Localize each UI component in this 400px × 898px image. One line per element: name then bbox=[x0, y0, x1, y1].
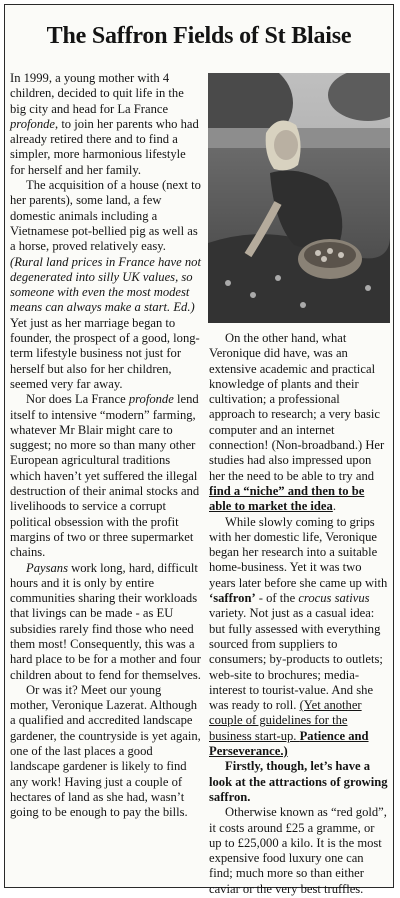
article-page bbox=[4, 4, 394, 896]
paragraph-paysans bbox=[10, 561, 201, 683]
text-run: Otherwise known as “red gold”, it costs around £25 a gramme, or up to £25,000 a kilo. It is the most expensive food luxury one can find; much more so than either caviar or the very best truffles. bbox=[209, 805, 387, 896]
text-run-italic: crocus sativus bbox=[298, 591, 370, 606]
paragraph-intro bbox=[10, 71, 201, 178]
paragraph-veronique bbox=[10, 683, 201, 821]
text-run: On the other hand, what Veronique did have, was an extensive academic and practical knowledge of plants and their cultivation; a professional approach to research; a very basic computer and an internet connection! (Non-broadband.) Her studies had also impressed upon her the need to be able to try and bbox=[209, 331, 385, 483]
text-run: While slowly coming to grips with her domestic life, Veronique began her research into a suitable home-business. Yet it was two years later before she came up with bbox=[209, 514, 388, 590]
text-run: , to join her parents who had already retired there and to find a simpler, more harmonious lifestyle for herself and her family. bbox=[10, 116, 199, 177]
text-run: Yet just as her marriage began to founder, the prospect of a good, long-term lifestyle business not just for herself but also for her children, seemed very far away. bbox=[10, 315, 200, 391]
text-run: The acquisition of a house (next to her parents), some land, a few domestic animals including a Vietnamese pot-bellied pig as well as a horse, proved relatively easy. bbox=[10, 178, 201, 254]
guideline-note-bold: Patience and Perseverance.) bbox=[209, 728, 369, 759]
text-run-italic: profonde bbox=[128, 392, 174, 407]
photo-woman-picking-saffron bbox=[208, 73, 390, 323]
highlight-niche: find a “niche” and then to be able to market the idea bbox=[209, 483, 365, 514]
text-run-italic: profonde bbox=[10, 116, 56, 131]
text-run: . bbox=[332, 499, 336, 514]
guideline-note: (Yet another couple of guidelines for the business start-up. bbox=[209, 698, 362, 743]
text-run: lend itself to intensive “modern” farming, whatever Mr Blair might care to suggest; no more so than many other European agricultural traditions which haven’t yet suffered the illegal destruction of their animal stocks and livelihoods to service a corrupt political obsession with the profit margins of two or three supermarket chains. bbox=[10, 392, 200, 560]
paragraph-research bbox=[209, 515, 389, 760]
subheading-attractions: Firstly, though, let’s have a look at the attractions of growing saffron. bbox=[209, 759, 388, 804]
paragraph-knowledge bbox=[209, 331, 389, 515]
text-run: variety. Not just as a casual idea: but fully assessed with everything sourced from suppliers to consumers; by-products to outlets; web-site to brochures; media-interest to tourist-value. And she was ready to roll. bbox=[209, 606, 383, 713]
text-run: In 1999, a young mother with 4 children, decided to quit life in the big city and head for La France bbox=[10, 71, 184, 116]
paragraph-red-gold bbox=[209, 805, 389, 897]
photo-image bbox=[208, 73, 390, 323]
text-run-italic: Paysans bbox=[26, 560, 68, 575]
editor-note: (Rural land prices in France have not degenerated into silly UK values, so someone with even the most modest means can always make a start. Ed.) bbox=[10, 254, 201, 315]
article-title: The Saffron Fields of St Blaise bbox=[46, 23, 352, 49]
text-run-bold: ‘saffron’ bbox=[209, 591, 256, 606]
text-run: Nor does La France bbox=[26, 392, 129, 407]
text-run: Or was it? Meet our young mother, Veronique Lazerat. Although a qualified and accredited landscape gardener, the countryside is yet again, one of the last places a good landscape gardener is likely to find any work! Having just a couple of hectares of land as she had, wasn’t going to be enough to pay the bills. bbox=[10, 682, 201, 820]
right-column bbox=[209, 331, 389, 897]
text-run: work long, hard, difficult hours and it is only by entire communities sharing their workloads that livings can be made - as EU subsidies rarely find those who need them most! Consequently, this was a hard place to be for a mother and four children about to fend for themselves. bbox=[10, 560, 201, 682]
text-run: - of the bbox=[255, 591, 299, 606]
paragraph-farming bbox=[10, 392, 201, 560]
paragraph-acquisition bbox=[10, 178, 201, 392]
left-column bbox=[10, 71, 201, 821]
